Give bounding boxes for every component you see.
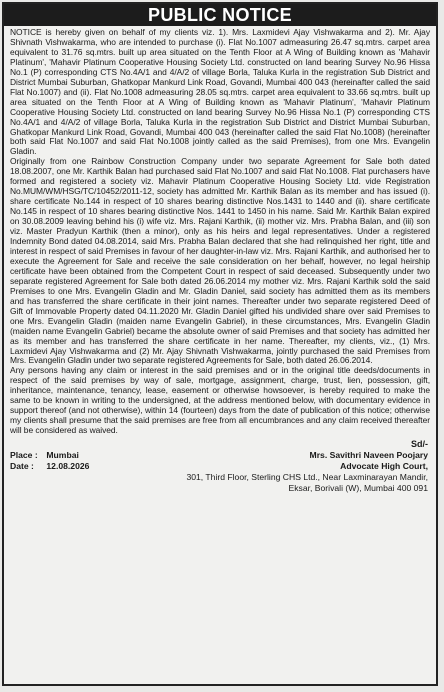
place-value: Mumbai <box>46 450 79 461</box>
notice-footer <box>10 450 430 494</box>
address-line-2: Eksar, Borivali (W), Mumbai 400 091 <box>288 483 428 494</box>
place-label: Place : <box>10 450 38 461</box>
notice-title: PUBLIC NOTICE <box>4 4 436 26</box>
advocate-title: Advocate High Court, <box>340 461 428 472</box>
signature: Sd/- <box>411 439 428 450</box>
date-line <box>10 461 89 472</box>
public-notice <box>2 2 438 686</box>
date-label: Date : <box>10 461 34 472</box>
place-date-block <box>10 450 89 472</box>
notice-paragraph-2: Originally from one Rainbow Construction Company under two separate Agreement for Sale both dated 18.08.2007, one Mr. Karthik Balan had purchased said Flat No.1007 and said Flat No.1008. Flat purchasers have formed and registered a society viz. Mahavir Platinum Cooperative Housing Society Ltd. vide Registration No.MUM/WM/HSG/TC/10452/2011-12, society has admitted Mr. Karthik Balan as its member and has issued (i). share certificate No.144 in respect of 10 shares bearing distinctive Nos.1431 to 1440 and (ii). share certificate No.145 in respect of 10 shares bearing distinctive Nos. 1441 to 1450 in his name. Said Mr. Karthik Balan expired on 30.08.2009 leaving behind his (i) wife viz. Mrs. Rajani Karthik, (ii) mother viz. Mrs. Prabha Balan, and (iii) son viz. Master Pradyun Karthik (then a minor), only as his heirs and legal representatives. Under a registered Indemnity Bond dated 04.08.2014, said Mrs. Prabha Balan declared that she had relinquished her right, title and interest in respect of said Premises in favour of her daughter-in-law viz. Mrs. Rajani Karthik, and authorised her to execute the Agreement for Sale and receive the sale consideration on her behalf, however, no legal heirship certificate have been obtained from the Competent Court in respect of said deceased. Subsequently under two separate registered Agreement for Sale both dated 26.06.2014 my mother viz. Mrs. Rajani Karthik sold the said Premises to one Mrs. Evangelin Gladin and Mr. Gladin Daniel, said society has admitted them as its members and has transferred the share certificate in their joint names. Thereafter under two separate registered Deed of Gift of Immovable Property dated 04.11.2020 Mr. Gladin Daniel gifted his undivided share over said Premises to one Mrs. Evangelin Gladin (maiden name Evangelin Gabriel), in these circumstances, Mrs. Evangelin Gladin (maiden name Evangelin Gabriel) became the absolute owner of said Premises and that society has admitted her as its member and has transferred the share certificate in her name. Thereafter, my clients, viz., (1) Mrs. Laxmidevi Ajay Vishwakarma and (2) Mr. Ajay Shivnath Vishwakarma, jointly purchased the said Premises from Mrs. Evangelin Gladin under two separate registered Agreements for Sale, both dated 26.06.2014. <box>10 156 430 366</box>
address-line-1: 301, Third Floor, Sterling CHS Ltd., Near Laxminarayan Mandir, <box>186 472 428 483</box>
notice-paragraph-3: Any persons having any claim or interest in the said premises and or in the original title deeds/documents in respect of the said premises by way of sale, mortgage, assignment, charge, trust, lien, possession, gift, inheritance, maintenance, tenancy, lease, easement or otherwise howsoever, is hereby required to make the same to be known in writing to the undersigned, at the address mentioned below, with documentary evidence in support thereof (and not otherwise), within 14 (fourteen) days from the date of publication of this notice; otherwise my clients shall presume that the said premises are free from all encumbrances and any claim received thereafter will be considered as waived. <box>10 365 430 436</box>
advocate-name: Mrs. Savithri Naveen Poojary <box>309 450 428 461</box>
place-line <box>10 450 89 461</box>
date-value: 12.08.2026 <box>46 461 90 472</box>
notice-paragraph-1: NOTICE is hereby given on behalf of my clients viz. 1). Mrs. Laxmidevi Ajay Vishwakarma and 2). Mr. Ajay Shivnath Vishwakarma, who are intended to purchase (i). Flat No.1007 admeasuring 26.47 sq.mtrs. carpet area equivalent to 31.76 sq.mtrs. built up area situated on the Tenth Floor at A Wing of Building known as 'Mahavir Platinum', 'Mahavir Platinum Cooperative Housing Society Ltd. constructed on land bearing Survey No.96 Hissa No.1 (P) corresponding CTS No.4A/1 and 4/A/2 of village Borla, Taluka Kurla in the registration Sub District and District Mumbai Suburban, Ghatkopar Mankurd Link Road, Govandi, Mumbai 400 043 (hereinafter called the said Flat No.1007) and (ii). Flat No.1008 admeasuring 28.05 sq.mtrs. carpet area equivalent to 33.66 sq.mtrs. built up area situated on the Tenth Floor at A Wing of Building known as 'Mahavir Platinum', 'Mahavir Platinum Cooperative Housing Society Ltd. constructed on land bearing Survey No.96 Hissa No.1 (P) corresponding CTS No.4A/1 and 4/A/2 of village Borla, Taluka Kurla in the registration Sub District and District Mumbai Suburban, Ghatkopar Mankurd Link Road, Govandi, Mumbai 400 043 (hereinafter called the said Flat No.1008) (hereinafter both said Flat No.1007 and said Flat No.1008 jointly called as the said Premises), from one Mrs. Evangelin Gladin. <box>10 27 430 157</box>
